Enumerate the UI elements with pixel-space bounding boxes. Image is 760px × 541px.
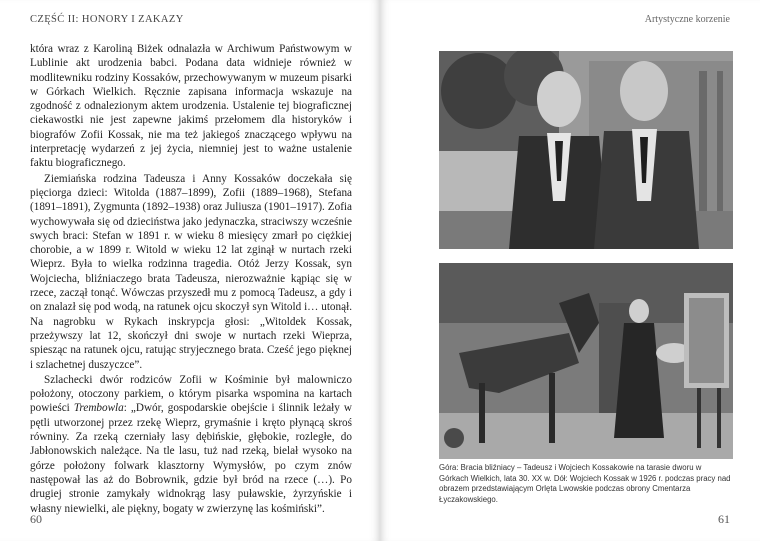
- right-page: [380, 0, 760, 541]
- paragraph-3: Szlachecki dwór rodziców Zofii w Kośminie był malowniczo położony, otoczony parkiem, o którym pisarka wspomina na kartach powieści Trembowla: „Dwór, gospodarskie obejście i ślinnik leżały w pętli utworzonej przez rzekę Wieprz, grymaśnie i kręto płynącą skroś równiny. Za rzeką czerniały lasy dębińskie, głębokie, rozległe, do Jabłonowskich należące. Na tle lasu, tuż nad rzeką, bielał wysoko na górze położony folwark klasztorny Wymysłów, po czym znów następował las aż do Bobrownik, gdzie był bród na rzece (…). Po drugiej stronie zamykały widnokrąg lasy puławskie, żyrzyńskie i własny niewielki, ale piękny, bogaty w zwierzynę las kośmiński”.: [30, 373, 352, 515]
- paragraph-2: Ziemiańska rodzina Tadeusza i Anny Kossaków doczekała się pięciorga dzieci: Witolda (1887–1899), Zofii (1889–1968), Stefana (1891–1891), Zygmunta (1892–1938) oraz Juliusza (1901–1917). Zofia wychowywała się od dzieciństwa jako jedynaczka, straciwszy wcześnie swych braci: Stefan w 1891 r. w wieku 8 miesięcy zmarł po ciężkiej chorobie, a w 1899 r. Witold w wieku 12 lat zginął w nurtach rzeki Wieprz. Była to wielka rodzinna tragedia. Otóż Jerzy Kossak, syn Wojciecha, bliźniaczego brata Tadeusza, nierozważnie kąpiąc się w rzece, zaczął tonąć. Wówczas przyszedł mu z pomocą Tadeusz, a gdy i on znalazł się pod wodą, na ratunek ojcu skoczył syn Witold i… utonął. Na nagrobku w Rykach inskrypcja głosi: „Witoldek Kossak, przeżywszy lat 12, skończył dni swoje w nurtach rzeki Wieprza, spiesząc na ratunek ojcu, ratując stryjecznego brata. Cześć jego pięknej i szlachetnej duszyczce”.: [30, 172, 352, 371]
- page-number-left: 60: [30, 512, 42, 526]
- body-text: [30, 42, 352, 516]
- running-head-right: Artystyczne korzenie: [644, 14, 730, 25]
- paragraph-1: która wraz z Karoliną Biżek odnalazła w Archiwum Państwowym w Lublinie akt urodzenia babci. Podana data widnieje również w modlitewniku rodziny Kossaków, przechowywanym w muzeum pisarki w Górkach Wielkich. Ręcznie zapisana informacja wskazuje na zgodność z odnalezionym aktem urodzenia. Ustalenie tej biograficznej ciekawostki nie jest zapewne jakimś przełomem dla historyków i biografów Zofii Kossak, nie ma też jakiegoś znaczącego wpływu na interpretację wydarzeń z jej życia, niemniej jest to ważne ustalenie faktu biograficznego.: [30, 43, 352, 170]
- page-number-right: 61: [718, 512, 730, 526]
- book-title: Trembowla: [73, 402, 124, 415]
- photo-twin-brothers: [439, 51, 733, 249]
- photo-studio-painter: [439, 263, 733, 459]
- running-head-left: CZĘŚĆ II: HONORY I ZAKAZY: [30, 14, 184, 25]
- photo-caption: Góra: Bracia bliźniacy – Tadeusz i Wojciech Kossakowie na tarasie dworu w Górkach Wielkich, lata 30. XX w. Dół: Wojciech Kossak w 1926 r. podczas pracy nad obrazem przedstawiającym Orlęta Lwowskie podczas obrony Cmentarza Łyczakowskiego.: [439, 463, 731, 504]
